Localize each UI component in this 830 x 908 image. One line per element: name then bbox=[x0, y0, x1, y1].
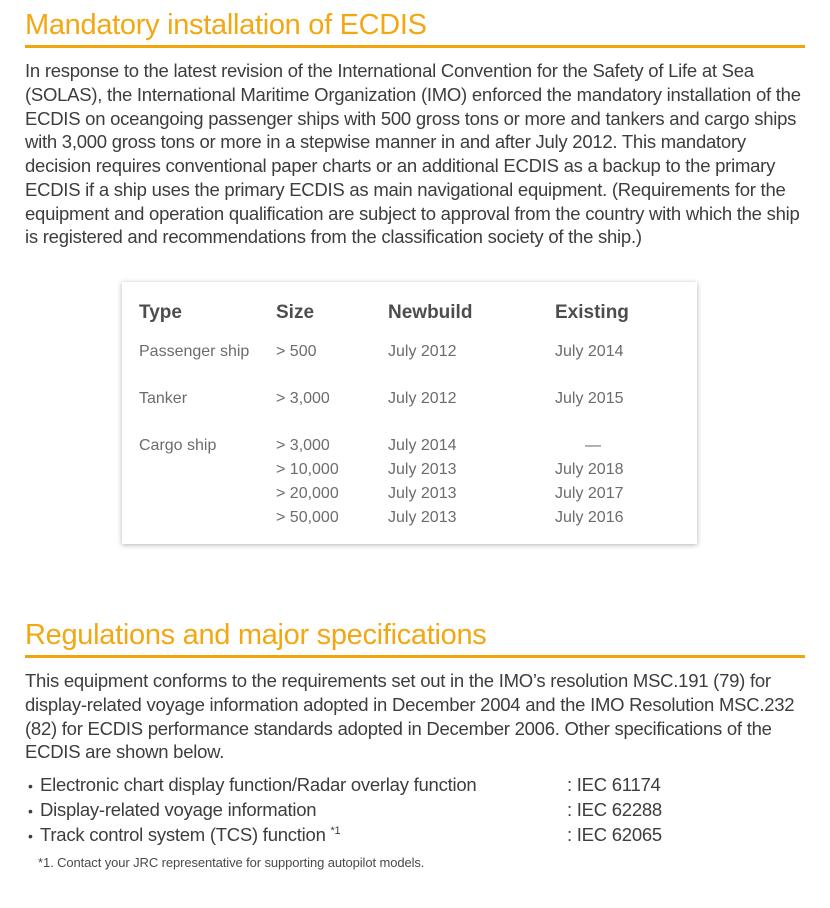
cell-newbuild: July 2014 bbox=[388, 436, 457, 454]
spec-item bbox=[25, 798, 810, 823]
regulations-body-paragraph: This equipment conforms to the requirements set out in the IMO’s resolution MSC.191 (79) for display-related voyage information adopted in December 2004 and the IMO Resolution MSC.232 (82) for ECDIS performance standards adopted in December 2006. Other specifications of the ECDIS are shown below. bbox=[25, 670, 795, 763]
cell-newbuild: July 2012 bbox=[388, 389, 457, 407]
cell-size: > 10,000 bbox=[276, 460, 339, 478]
ecdis-schedule-table bbox=[122, 282, 697, 544]
cell-type: Tanker bbox=[139, 389, 188, 407]
cell-existing: — bbox=[585, 436, 601, 454]
spec-item bbox=[25, 773, 810, 798]
cell-type: Passenger ship bbox=[139, 342, 250, 360]
bullet-icon: • bbox=[28, 778, 33, 795]
cell-existing: July 2017 bbox=[555, 484, 624, 502]
table-header-size: Size bbox=[276, 301, 315, 323]
spec-item bbox=[25, 823, 810, 848]
spec-label bbox=[25, 773, 567, 798]
title-underline bbox=[25, 45, 805, 48]
cell-size: > 3,000 bbox=[276, 436, 330, 454]
spec-label-text: Track control system (TCS) function bbox=[40, 824, 331, 846]
bullet-icon: • bbox=[28, 828, 33, 845]
cell-size: > 20,000 bbox=[276, 484, 339, 502]
table-row bbox=[139, 340, 697, 364]
footnote-text: *1. Contact your JRC representative for supporting autopilot models. bbox=[38, 855, 425, 871]
table-row bbox=[139, 387, 697, 411]
spec-label-text: Electronic chart display function/Radar overlay function bbox=[40, 774, 477, 796]
cell-size: > 3,000 bbox=[276, 389, 330, 407]
cell-type bbox=[139, 506, 276, 530]
spec-value: : IEC 61174 bbox=[567, 774, 661, 796]
table-row bbox=[139, 506, 697, 530]
spec-label bbox=[25, 798, 567, 823]
cell-newbuild: July 2013 bbox=[388, 508, 457, 526]
cell-newbuild: July 2012 bbox=[388, 342, 457, 360]
table-header-newbuild: Newbuild bbox=[388, 301, 473, 323]
cell-existing: July 2018 bbox=[555, 460, 624, 478]
mandatory-body-paragraph: In response to the latest revision of the International Convention for the Safety of Life at Sea (SOLAS), the International Maritime Organization (IMO) enforced the mandatory installation of the ECDIS on oceangoing passenger ships with 500 gross tons or more and tankers and cargo ships with 3,000 gross tons or more in a stepwise manner in and after July 2012. This mandatory decision requires conventional paper charts or an additional ECDIS as a backup to the primary ECDIS if a ship uses the primary ECDIS as main navigational equipment. (Requirements for the equipment and operation qualification are subject to approval from the country with which the ship is registered and recommendations from the classification society of the ship.) bbox=[25, 60, 801, 248]
table-header-row bbox=[139, 300, 697, 326]
section-title: Regulations and major specifications bbox=[25, 618, 487, 651]
spec-list bbox=[25, 773, 810, 848]
page-title: Mandatory installation of ECDIS bbox=[25, 9, 427, 41]
cell-existing: July 2015 bbox=[555, 389, 624, 407]
cell-newbuild: July 2013 bbox=[388, 460, 457, 478]
cell-type bbox=[139, 458, 276, 482]
spec-label bbox=[25, 823, 567, 848]
footnote-marker: *1 bbox=[330, 824, 341, 837]
bullet-icon: • bbox=[28, 803, 33, 820]
table-row bbox=[139, 482, 697, 506]
cell-existing: July 2014 bbox=[555, 342, 624, 360]
table-header-existing: Existing bbox=[555, 301, 629, 323]
spec-value: : IEC 62065 bbox=[567, 824, 662, 846]
cell-size: > 500 bbox=[276, 342, 317, 360]
spec-value: : IEC 62288 bbox=[567, 799, 662, 821]
table-header-type: Type bbox=[139, 301, 182, 323]
cell-newbuild: July 2013 bbox=[388, 484, 457, 502]
table-row bbox=[139, 434, 697, 458]
table-row bbox=[139, 458, 697, 482]
section-regulations bbox=[25, 610, 810, 870]
cell-type bbox=[139, 482, 276, 506]
cell-size: > 50,000 bbox=[276, 508, 339, 526]
spec-label-text: Display-related voyage information bbox=[40, 799, 317, 821]
cell-type: Cargo ship bbox=[139, 436, 217, 454]
cell-existing: July 2016 bbox=[555, 508, 624, 526]
title-underline bbox=[25, 655, 805, 658]
section-mandatory-installation bbox=[25, 0, 810, 544]
